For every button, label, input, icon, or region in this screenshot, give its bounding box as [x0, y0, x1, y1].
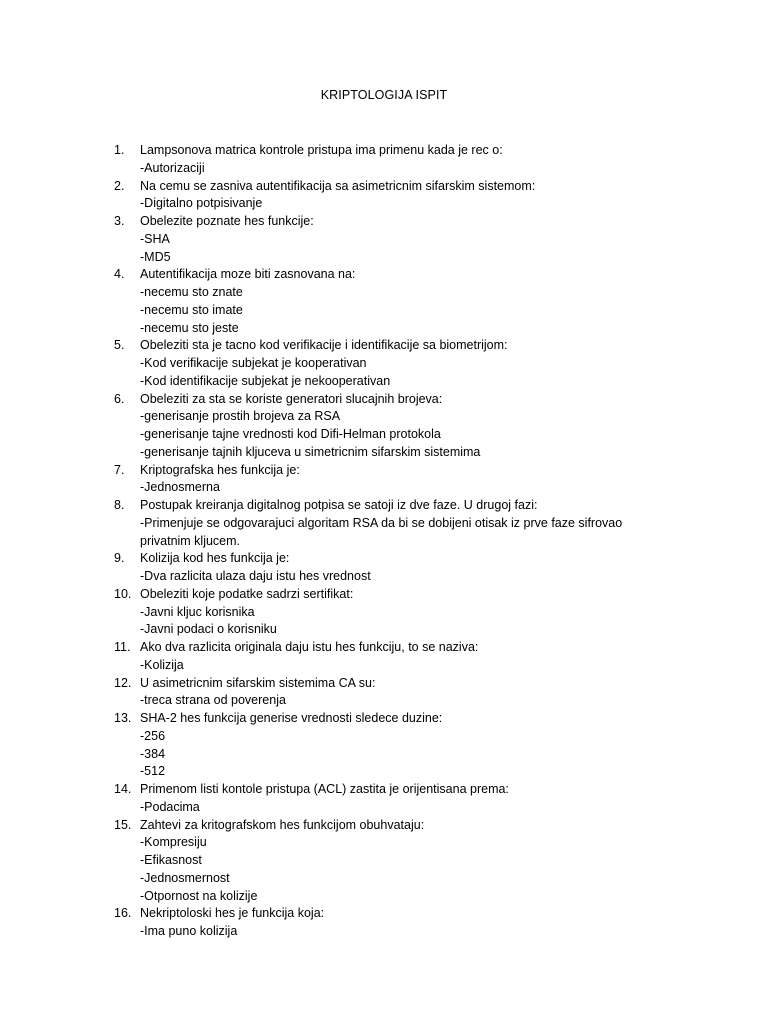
- question-text: SHA-2 hes funkcija generise vrednosti sledece duzine:: [140, 711, 443, 725]
- question-number: 3.: [114, 214, 125, 228]
- question-body: [140, 817, 660, 906]
- answer-text: -Otpornost na kolizije: [140, 888, 258, 903]
- question-body: [140, 550, 660, 586]
- answer-text: -Kompresiju: [140, 835, 207, 850]
- answer-text: -512: [140, 764, 166, 779]
- answer-text: -256: [140, 728, 166, 743]
- answer-text: -treca strana od poverenja: [140, 693, 286, 708]
- answer-text: -generisanje tajnih kljuceva u simetricnim sifarskim sistemima: [140, 444, 481, 459]
- question-text: Zahtevi za kritografskom hes funkcijom obuhvataju:: [140, 817, 425, 832]
- question-body: [140, 462, 660, 498]
- answer-text: -generisanje tajne vrednosti kod Difi-Helman protokola: [140, 427, 441, 441]
- question-list: [0, 142, 768, 941]
- question-number: 14.: [114, 782, 132, 796]
- answer-text: -Efikasnost: [140, 853, 202, 867]
- question-body: [140, 178, 660, 214]
- answer-text: -384: [140, 746, 166, 761]
- question-text: Nekriptoloski hes je funkcija koja:: [140, 906, 325, 921]
- question-body: [140, 639, 660, 675]
- question-item: [0, 497, 768, 550]
- question-number: 13.: [114, 711, 132, 725]
- answer-text: -Ima puno kolizija: [140, 924, 238, 938]
- question-text: Obeleziti sta je tacno kod verifikacije i identifikacije sa biometrijom:: [140, 338, 508, 353]
- answer-text: -Podacima: [140, 799, 200, 814]
- question-text: Obeleziti koje podatke sadrzi sertifikat:: [140, 586, 354, 601]
- question-number: 5.: [114, 338, 125, 353]
- question-item: [0, 462, 768, 498]
- question-number: 1.: [114, 143, 125, 157]
- question-item: [0, 710, 768, 781]
- question-number: 7.: [114, 462, 125, 477]
- question-item: [0, 266, 768, 337]
- question-number: 2.: [114, 178, 125, 193]
- question-number: 8.: [114, 498, 125, 512]
- question-text: Obeleziti za sta se koriste generatori slucajnih brojeva:: [140, 391, 443, 406]
- question-body: [140, 391, 660, 462]
- answer-text: -SHA: [140, 231, 170, 246]
- question-number: 12.: [114, 675, 132, 690]
- question-text: Primenom listi kontole pristupa (ACL) zastita je orijentisana prema:: [140, 782, 509, 796]
- question-item: [0, 675, 768, 711]
- answer-text: -Autorizaciji: [140, 160, 205, 175]
- question-body: [140, 710, 660, 781]
- answer-text: -Kod identifikacije subjekat je nekooperativan: [140, 373, 391, 388]
- question-body: [140, 337, 660, 390]
- question-item: [0, 905, 768, 941]
- question-item: [0, 391, 768, 462]
- question-text: Kolizija kod hes funkcija je:: [140, 551, 290, 566]
- answer-text: -Kolizija: [140, 657, 184, 672]
- question-number: 9.: [114, 551, 125, 566]
- question-body: [140, 781, 660, 817]
- answer-text: -necemu sto znate: [140, 285, 243, 299]
- question-text: Obelezite poznate hes funkcije:: [140, 214, 314, 228]
- question-item: [0, 178, 768, 214]
- question-body: [140, 675, 660, 711]
- answer-text: -MD5: [140, 249, 171, 264]
- answer-text: -Digitalno potpisivanje: [140, 196, 263, 211]
- answer-text: -Jednosmernost: [140, 870, 230, 885]
- answer-text: -necemu sto jeste: [140, 320, 239, 335]
- answer-text: -necemu sto imate: [140, 302, 243, 317]
- answer-text: -Jednosmerna: [140, 480, 220, 495]
- answer-text: -generisanje prostih brojeva za RSA: [140, 409, 341, 424]
- answer-text: -Kod verifikacije subjekat je kooperativan: [140, 356, 367, 370]
- answer-text: -Javni podaci o korisniku: [140, 622, 277, 637]
- question-text: Na cemu se zasniva autentifikacija sa asimetricnim sifarskim sistemom:: [140, 178, 536, 193]
- question-text: Postupak kreiranja digitalnog potpisa se satoji iz dve faze. U drugoj fazi:: [140, 498, 538, 512]
- question-item: [0, 781, 768, 817]
- question-number: 15.: [114, 817, 132, 832]
- question-item: [0, 142, 768, 178]
- question-body: [140, 266, 660, 337]
- document-title: KRIPTOLOGIJA ISPIT: [320, 88, 448, 102]
- question-text: Autentifikacija moze biti zasnovana na:: [140, 267, 356, 282]
- question-text: U asimetricnim sifarskim sistemima CA su:: [140, 675, 376, 690]
- answer-text: -Javni kljuc korisnika: [140, 604, 255, 619]
- question-number: 4.: [114, 267, 125, 282]
- answer-text: -Dva razlicita ulaza daju istu hes vrednost: [140, 569, 371, 583]
- answer-text: -Primenjuje se odgovarajuci algoritam RSA da bi se dobijeni otisak iz prve faze sifrovao privatnim kljucem.: [140, 515, 623, 548]
- question-item: [0, 337, 768, 390]
- question-number: 6.: [114, 391, 125, 406]
- question-item: [0, 550, 768, 586]
- question-body: [140, 213, 660, 266]
- question-item: [0, 213, 768, 266]
- question-body: [140, 497, 660, 550]
- question-text: Ako dva razlicita originala daju istu hes funkciju, to se naziva:: [140, 640, 479, 654]
- question-body: [140, 905, 660, 941]
- question-item: [0, 586, 768, 639]
- question-text: Kriptografska hes funkcija je:: [140, 462, 300, 477]
- question-item: [0, 817, 768, 906]
- question-number: 10.: [114, 586, 132, 601]
- question-body: [140, 142, 660, 178]
- question-body: [140, 586, 660, 639]
- question-number: 11.: [114, 640, 131, 654]
- question-item: [0, 639, 768, 675]
- question-number: 16.: [114, 906, 132, 921]
- question-text: Lampsonova matrica kontrole pristupa ima primenu kada je rec o:: [140, 143, 503, 157]
